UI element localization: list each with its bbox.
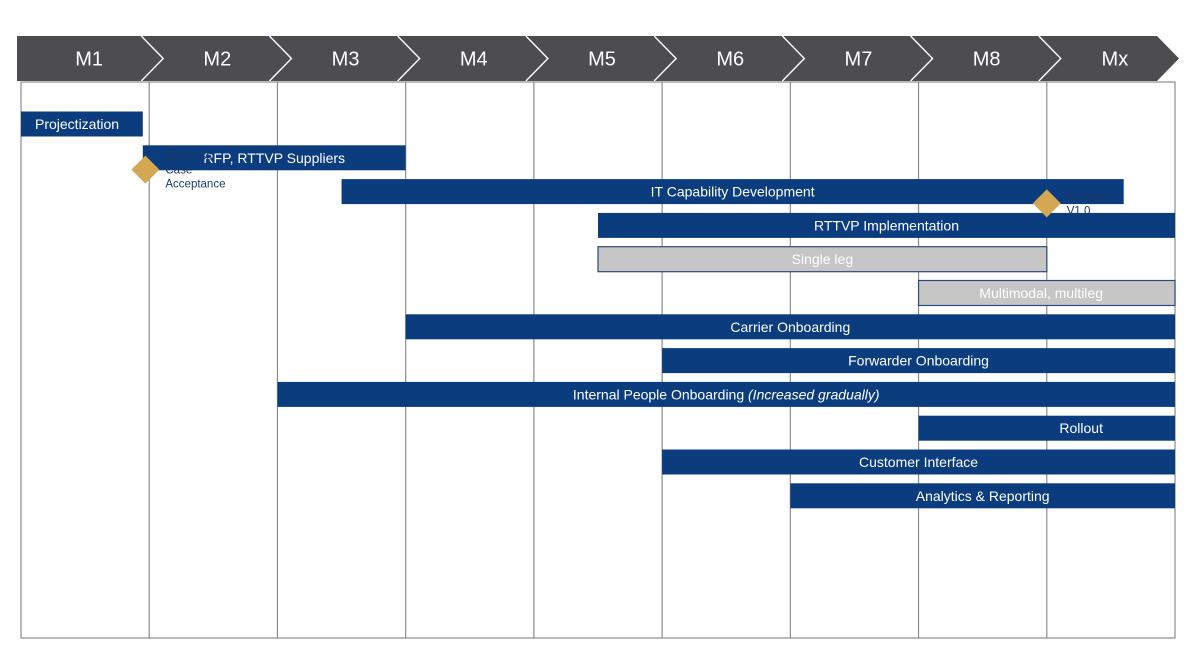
activity-bar [342,179,1124,204]
activity-bar-label-text: Projectization [35,116,120,132]
month-label-mx: Mx [1101,48,1129,71]
activity-bar-label-text: Forwarder Onboarding [848,352,989,369]
month-label-m5: M5 [588,48,616,71]
month-label-m6: M6 [716,48,745,71]
activity-bar-label-text: Customer Interface [859,454,979,470]
activity-bar-label [1059,420,1103,436]
milestone-label-line: Release [1066,191,1109,204]
activity-bar [598,247,1047,272]
activity-bar-label [814,217,959,233]
milestone-label-line: V1.0 [1066,205,1091,218]
activity-bar-label-text: Internal People Onboarding [572,386,749,403]
activity-bar [21,112,143,137]
activity-bar-label [792,251,854,267]
month-label-m4: M4 [459,48,488,71]
activity-bar-label-text: Rollout [1059,420,1103,437]
activity-bar-label [916,488,1050,504]
activity-bar-label [573,386,880,402]
month-label-m3: M3 [331,48,360,71]
month-label-m7: M7 [844,48,873,71]
activity-bar-label [203,150,345,166]
month-label-m1: M1 [75,48,104,71]
activity-bar-label [651,184,815,200]
milestone-label-line: Acceptance [165,178,226,191]
activity-bar [662,450,1175,475]
month-header-row [17,36,1179,81]
activity-bar [790,483,1175,508]
activity-bar-label-text: IT Capability Development [650,183,815,200]
activity-bar-label-text: RTTVP Implementation [814,217,959,234]
activity-bar-rect [919,416,1175,441]
activity-bar [919,416,1175,441]
month-label-m2: M2 [203,48,232,71]
activity-bar-label-italic: (Increased gradually) [748,386,880,403]
activity-bar-label [730,319,850,335]
milestone-label-line: Case [165,164,193,177]
activity-bar [277,382,1175,407]
activity-bar [406,314,1175,339]
activity-bar-label [859,454,978,470]
activity-bar-label [979,285,1103,301]
activity-bar-label [848,353,989,369]
month-label-m8: M8 [972,48,1001,71]
activity-bar-label-text: Analytics & Reporting [915,487,1050,504]
activity-bar-label-text: Single leg [791,251,854,268]
activity-bar-label-text: Carrier Onboarding [730,318,851,335]
activity-bar-label-text: Multimodal, multileg [979,285,1103,301]
activity-bar-label-text: RFP, RTTVP Suppliers [203,149,346,166]
activity-bar-label [35,116,119,132]
activity-bar [662,348,1175,373]
activity-bar [919,281,1175,306]
milestone-label-line: Business [165,150,213,163]
